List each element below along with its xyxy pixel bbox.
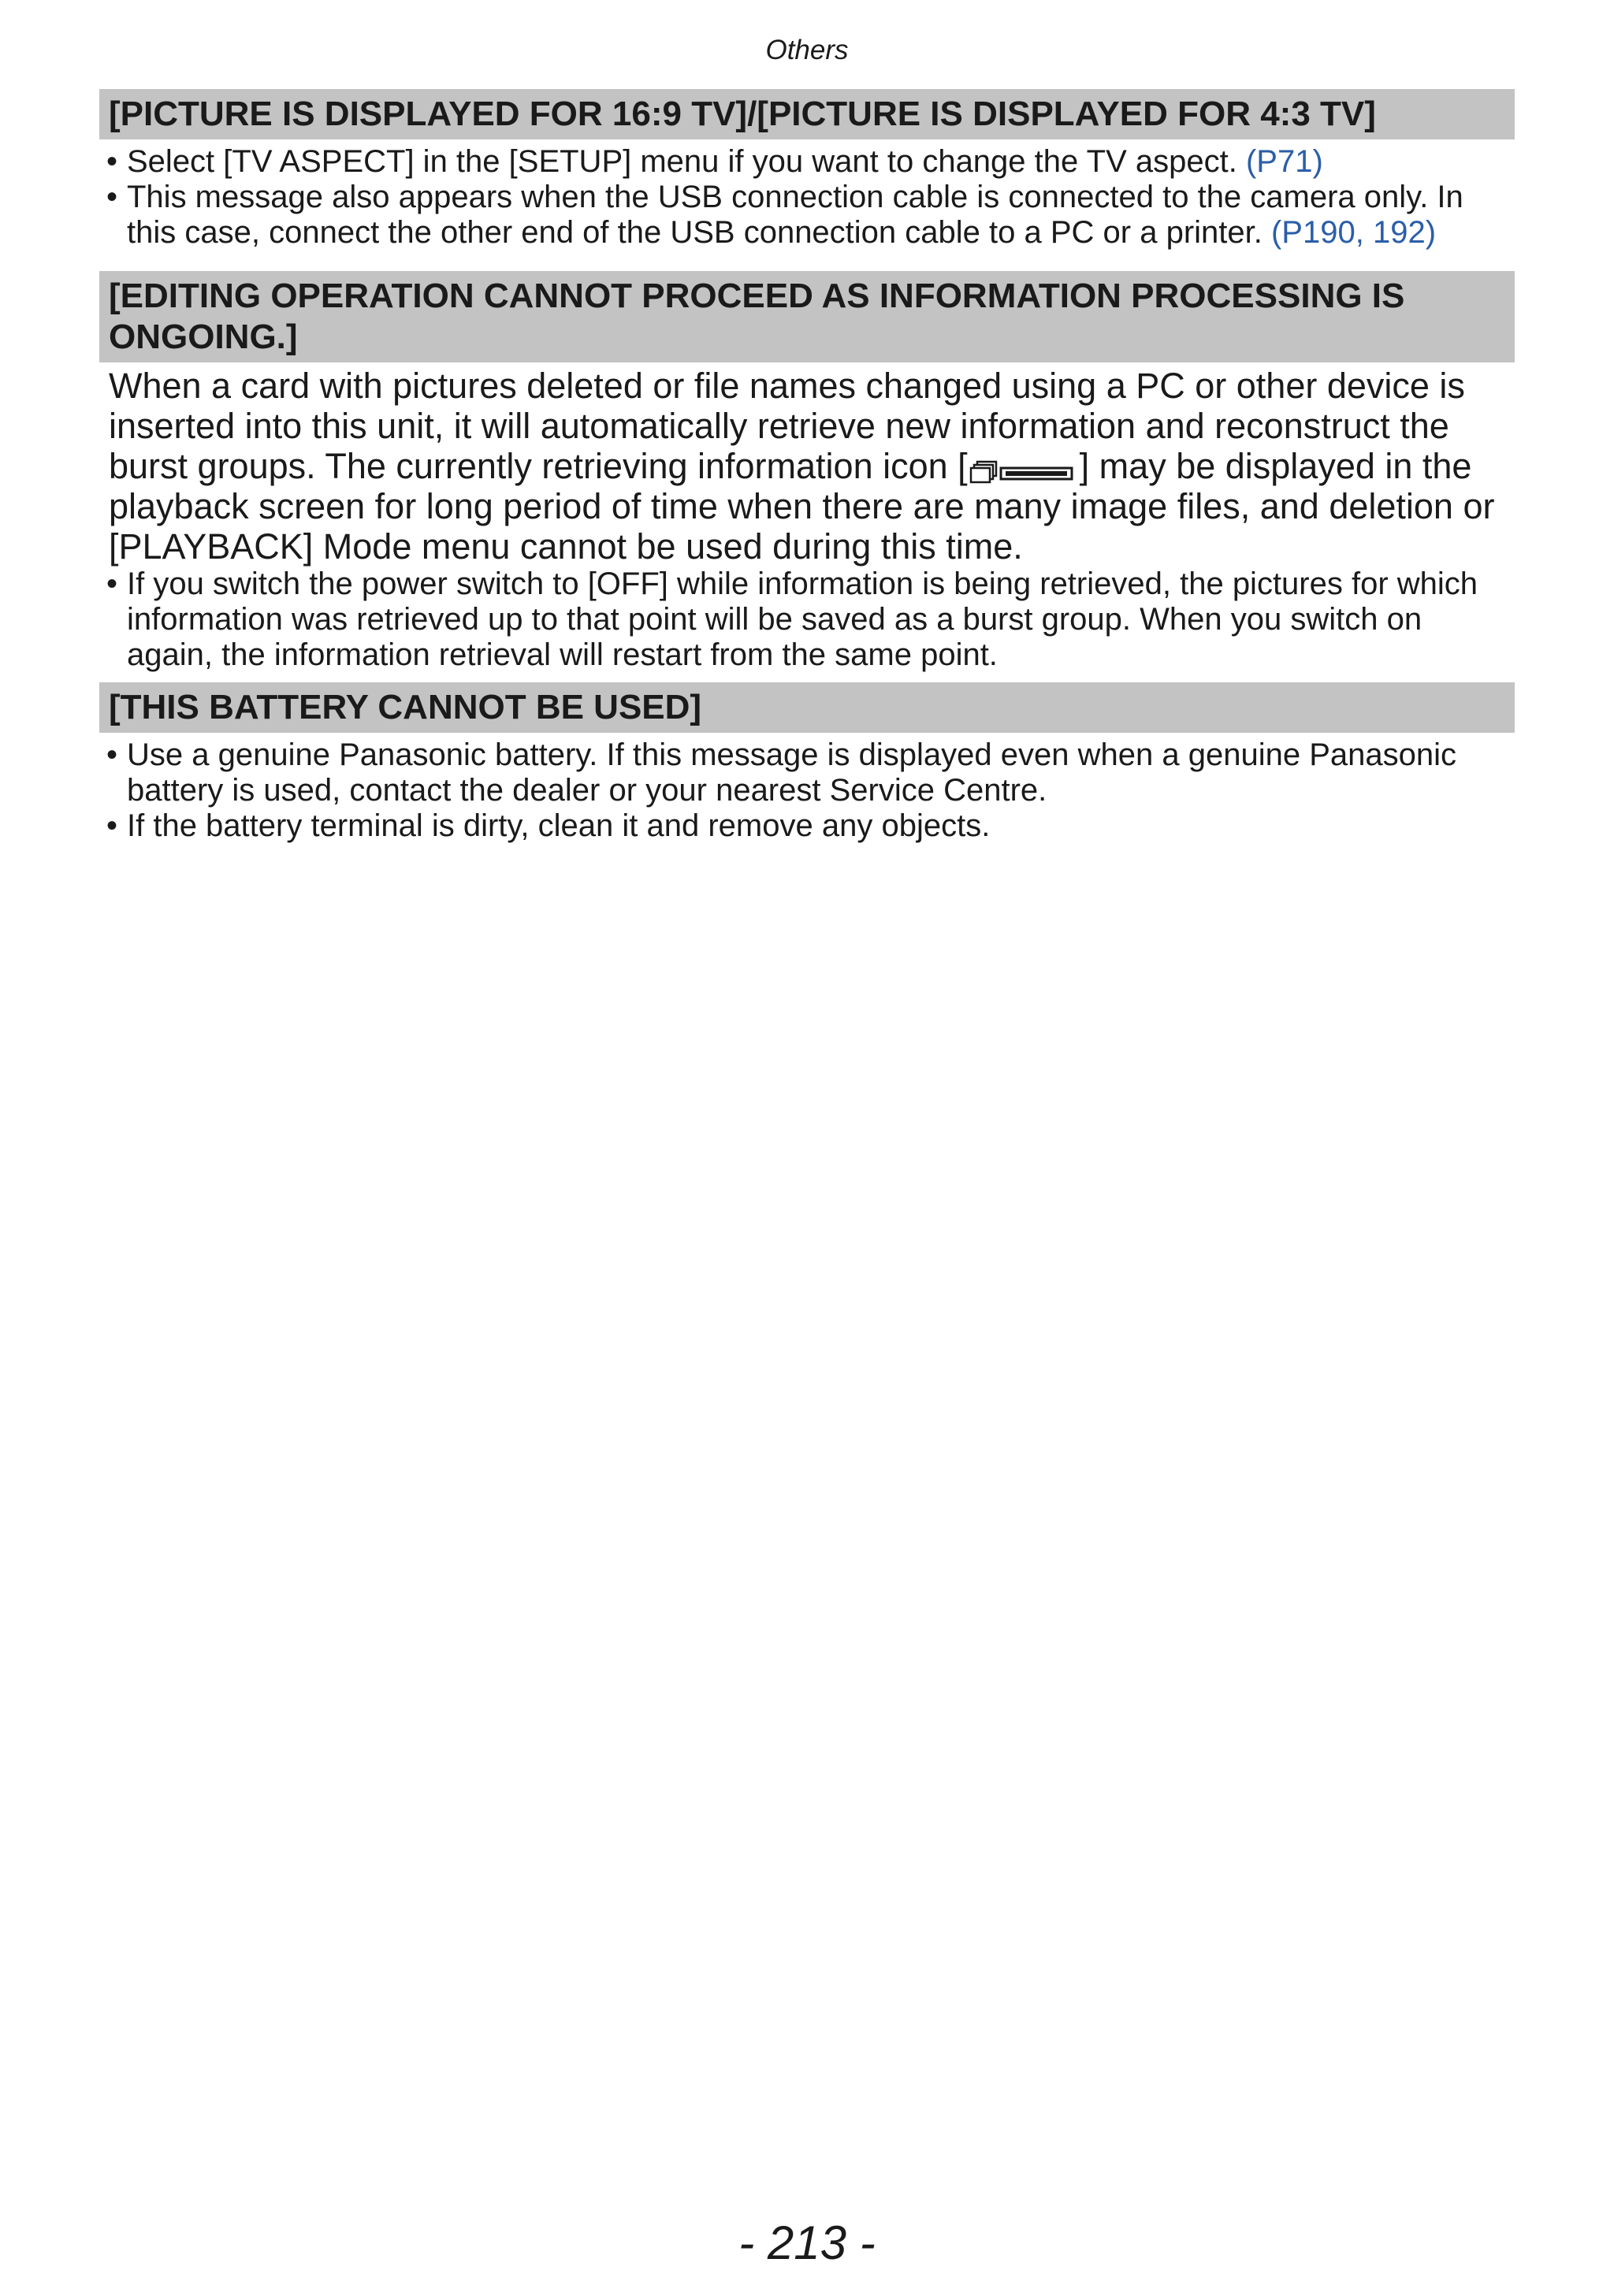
- page-content: [99, 89, 1515, 844]
- bullet-text: Use a genuine Panasonic battery. If this message is displayed even when a genuine Panasonic battery is used, contact the dealer or your nearest Service Centre.: [127, 737, 1456, 808]
- section-heading-tv-aspect: [PICTURE IS DISPLAYED FOR 16:9 TV]/[PICTURE IS DISPLAYED FOR 4:3 TV]: [99, 89, 1515, 139]
- page-reference-link[interactable]: (P71): [1245, 144, 1323, 179]
- body-paragraph: [99, 362, 1515, 567]
- bullet-text: This message also appears when the USB connection cable is connected to the camera only. In this case, connect the other end of the USB connection cable to a PC or a printer.: [127, 180, 1463, 250]
- bullet-text: If the battery terminal is dirty, clean it and remove any objects.: [127, 808, 991, 843]
- bullet-text: If you switch the power switch to [OFF] while information is being retrieved, the pictures for which information was retrieved up to that point will be saved as a burst group. When you switch on again, the information retrieval will restart from the same point.: [127, 567, 1478, 672]
- paragraph-text-end: ] may be displayed in the playback screen for long period of time when there are many image files, and deletion or [PLAYBACK] Mode menu cannot be used during this time.: [109, 446, 1495, 567]
- bullet-list-editing-operation: [99, 567, 1515, 673]
- section-heading-editing-operation: [EDITING OPERATION CANNOT PROCEED AS INFORMATION PROCESSING IS ONGOING.]: [99, 271, 1515, 362]
- list-item: [99, 808, 1515, 844]
- list-item: [99, 180, 1515, 251]
- list-item: [99, 737, 1515, 808]
- paragraph-text-start: When a card with pictures deleted or file names changed using a PC or other device is inserted into this unit, it will automatically retrieve new information and reconstruct the burst groups. The currently retrieving information icon [: [109, 366, 1465, 486]
- retrieving-information-icon: [969, 455, 1078, 483]
- bullet-text: Select [TV ASPECT] in the [SETUP] menu if you want to change the TV aspect.: [127, 144, 1246, 179]
- page-reference-link[interactable]: (P190, 192): [1270, 215, 1437, 250]
- bullet-list-battery: [99, 737, 1515, 844]
- section-heading-battery: [THIS BATTERY CANNOT BE USED]: [99, 682, 1515, 733]
- list-item: [99, 144, 1515, 180]
- list-item: [99, 567, 1515, 673]
- bullet-list-tv-aspect: [99, 144, 1515, 251]
- page-number: - 213 -: [738, 2216, 876, 2269]
- running-header: Others: [765, 35, 849, 65]
